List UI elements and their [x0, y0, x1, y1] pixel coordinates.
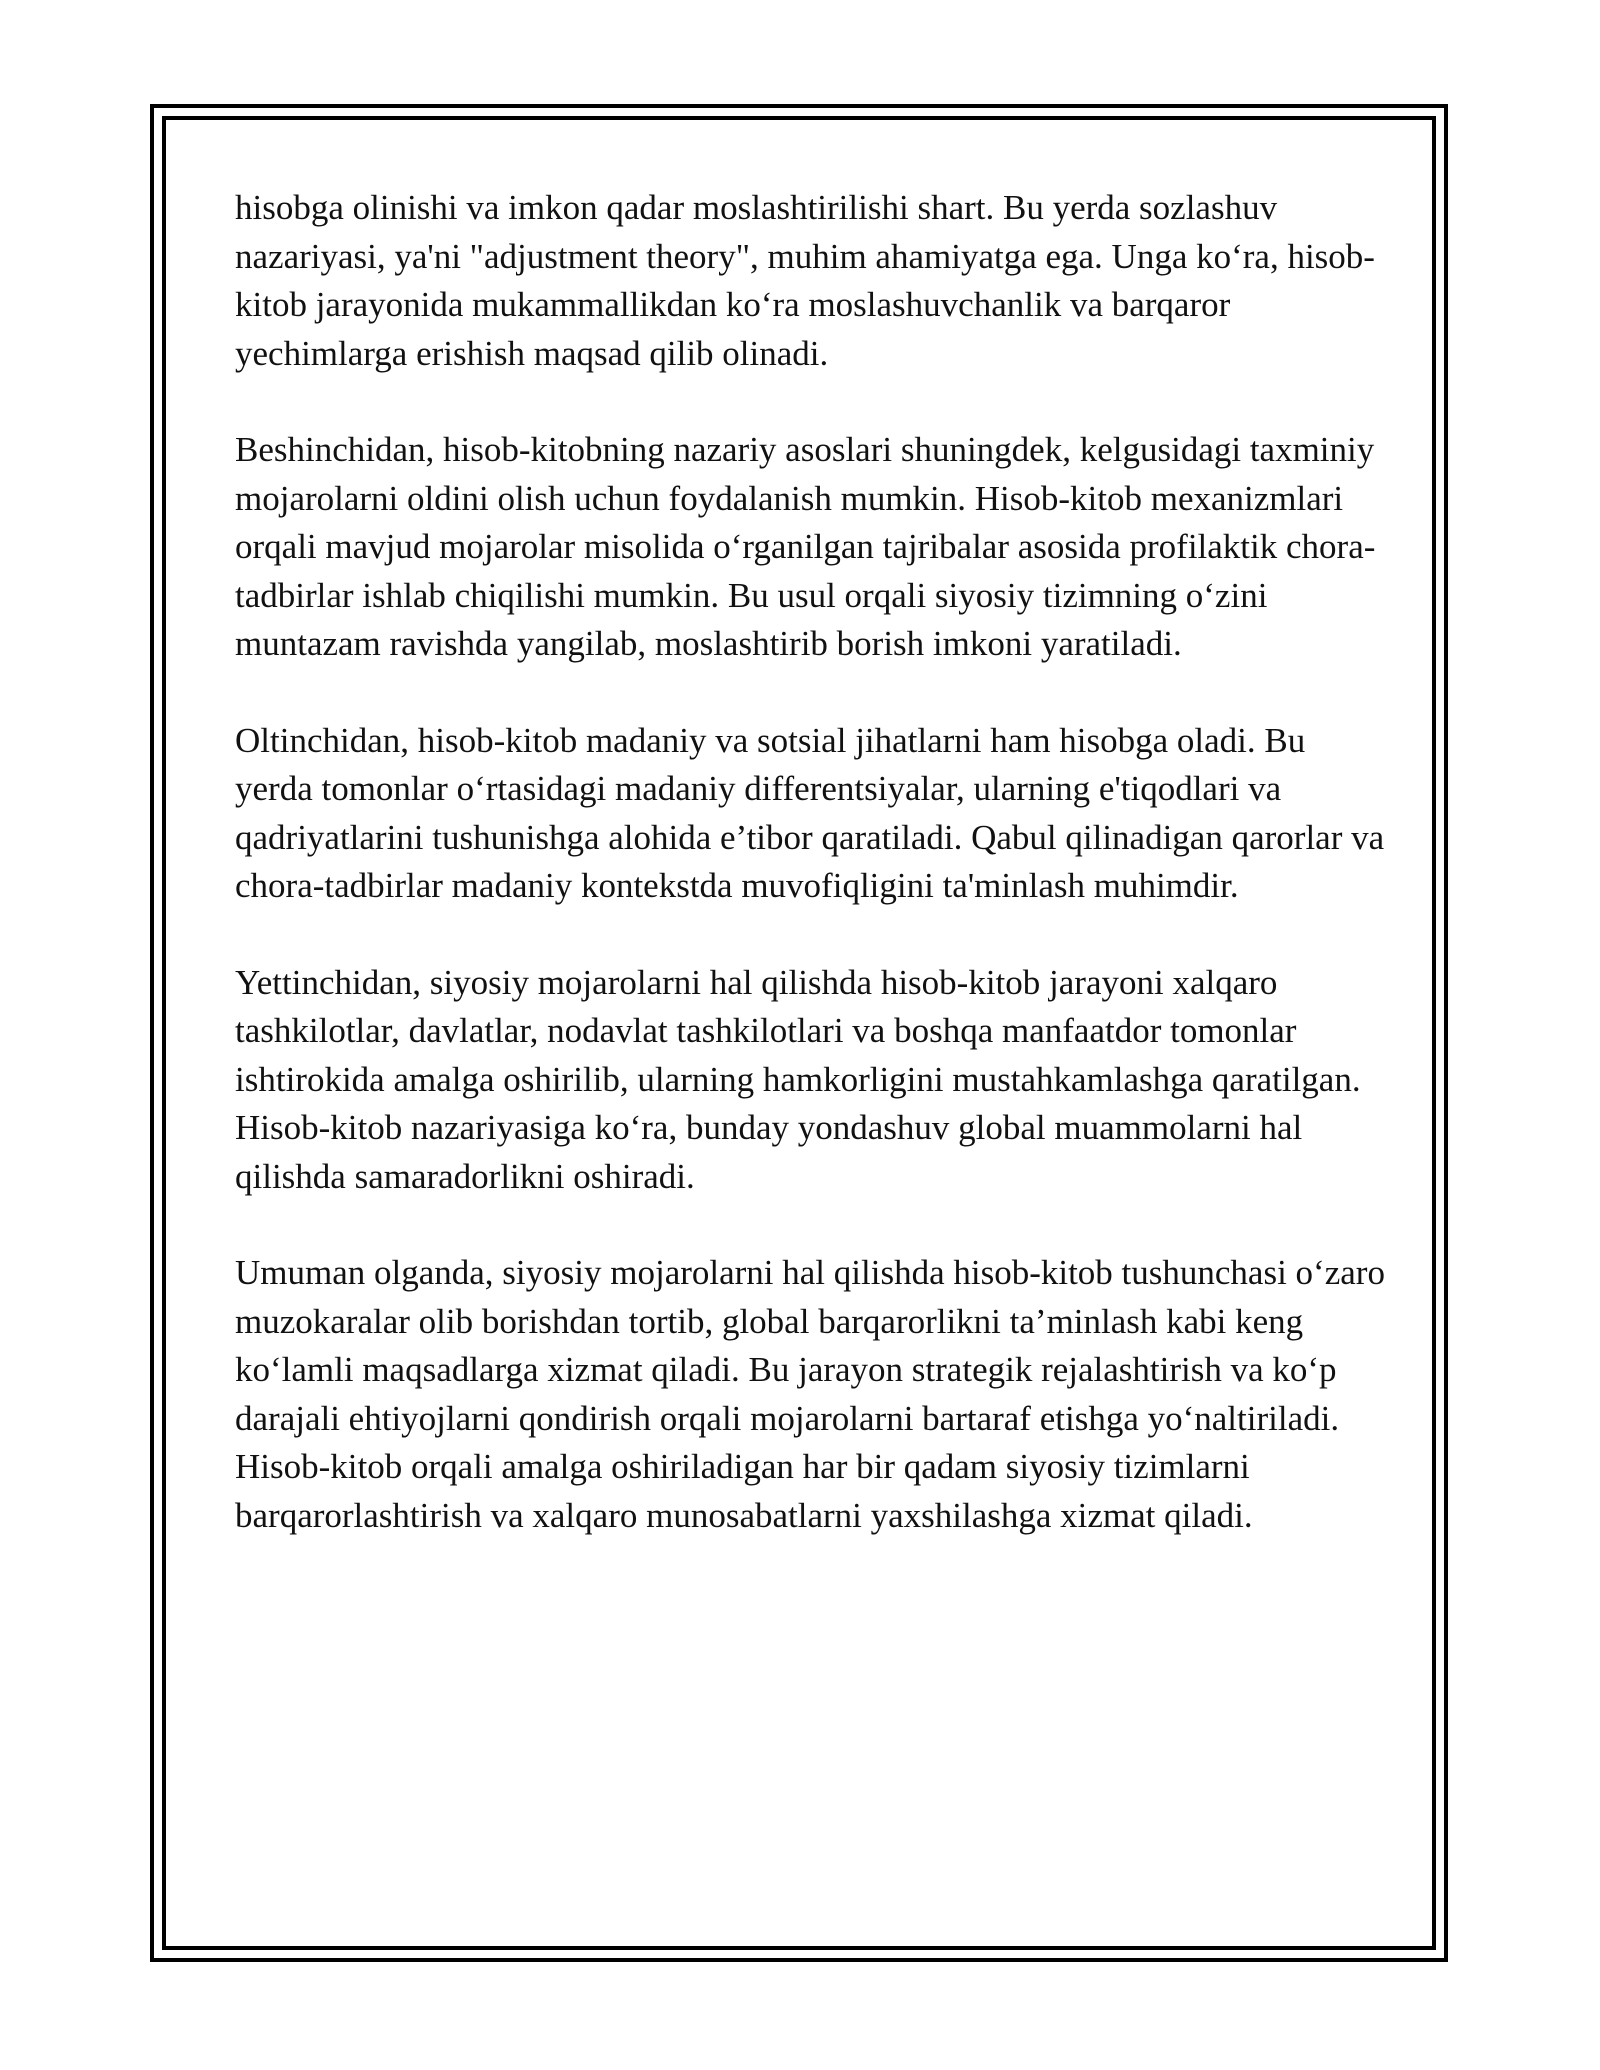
paragraph-seventh-point: Yettinchidan, siyosiy mojarolarni hal qilishda hisob-kitob jarayoni xalqaro tashkilotlar, davlatlar, nodavlat tashkilotlari va boshqa manfaatdor tomonlar ishtirokida amalga oshirilib, ularning hamkorligini mustahkamlashga qaratilgan. Hisob-kitob nazariyasiga ko‘ra, bunday yondashuv global muammolarni hal qilishda samaradorlikni oshiradi. [235, 962, 1361, 1196]
paragraph-fifth-point: Beshinchidan, hisob-kitobning nazariy asoslari shuningdek, kelgusidagi taxminiy mojarolarni oldini olish uchun foydalanish mumkin. Hisob-kitob mexanizmlari orqali mavjud mojarolar misolida o‘rganilgan tajribalar asosida profilaktik chora-tadbirlar ishlab chiqilishi mumkin. Bu usul orqali siyosiy tizimning o‘zini muntazam ravishda yangilab, moslashtirib borish imkoni yaratiladi. [235, 430, 1376, 663]
paragraph-continuation: hisobga olinishi va imkon qadar moslashtirilishi shart. Bu yerda sozlashuv nazariyasi, ya'ni "adjustment theory", muhim ahamiyatga ega. Unga ko‘ra, hisob-kitob jarayonida mukammallikdan ko‘ra moslashuvchanlik va barqaror yechimlarga erishish maqsad qilib olinadi. [235, 188, 1375, 373]
paragraph-conclusion: Umuman olganda, siyosiy mojarolarni hal qilishda hisob-kitob tushunchasi o‘zaro muzokaralar olib borishdan tortib, global barqarorlikni ta’minlash kabi keng ko‘lamli maqsadlarga xizmat qiladi. Bu jarayon strategik rejalashtirish va ko‘p darajali ehtiyojlarni qondirish orqali mojarolarni bartaraf etishga yo‘naltiriladi. Hisob-kitob orqali amalga oshiriladigan har bir qadam siyosiy tizimlarni barqarorlashtirish va xalqaro munosabatlarni yaxshilashga xizmat qiladi. [235, 1253, 1385, 1535]
document-body [235, 184, 1385, 1540]
paragraph-sixth-point: Oltinchidan, hisob-kitob madaniy va sotsial jihatlarni ham hisobga oladi. Bu yerda tomonlar o‘rtasidagi madaniy differentsiyalar, ularning e'tiqodlari va qadriyatlarini tushunishga alohida e’tibor qaratiladi. Qabul qilinadigan qarorlar va chora-tadbirlar madaniy kontekstda muvofiqligini ta'minlash muhimdir. [235, 720, 1385, 905]
